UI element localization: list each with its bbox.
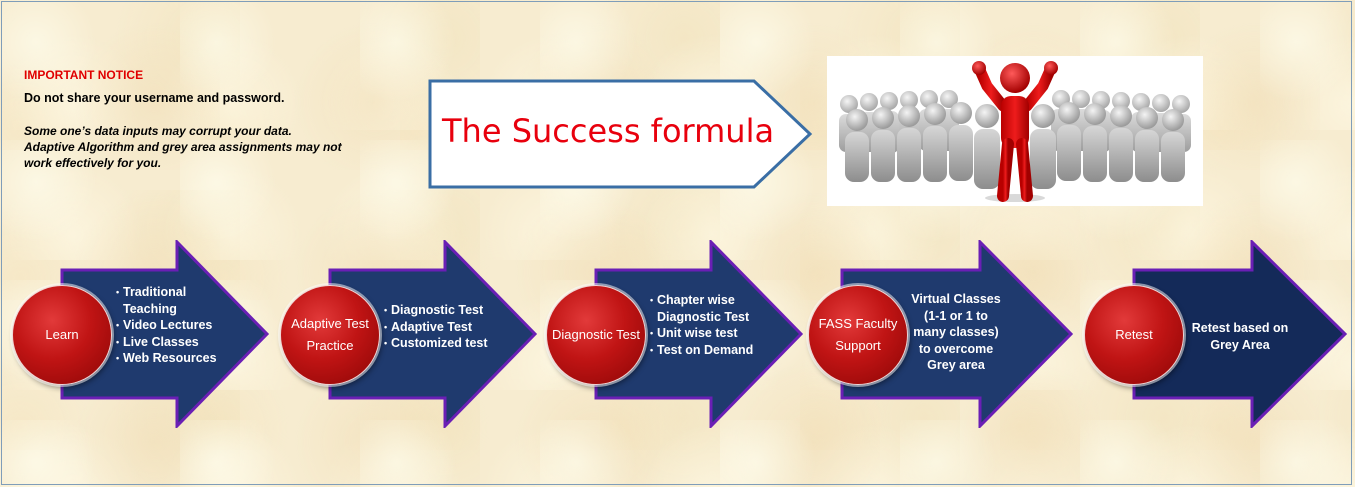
step-circle-learn: Learn — [12, 285, 112, 385]
step-diagnostic-test — [546, 240, 804, 428]
bullet-item: • Live Classes — [116, 334, 226, 351]
success-formula-banner — [428, 78, 814, 190]
bullet-item: • Unit wise test — [650, 325, 760, 342]
step-adaptive-test-practice — [280, 240, 538, 428]
success-formula-title: The Success formula — [442, 112, 775, 150]
bullet-item: • Chapter wise Diagnostic Test — [650, 292, 760, 325]
bullet-item: • Traditional Teaching — [116, 284, 226, 317]
bullet-item: • Video Lectures — [116, 317, 226, 334]
notice-title: IMPORTANT NOTICE — [24, 68, 144, 82]
important-notice — [24, 68, 394, 171]
bullet-item: • Web Resources — [116, 350, 226, 367]
step-circle-diagnostic: Diagnostic Test — [546, 285, 646, 385]
step-circle-retest: Retest — [1084, 285, 1184, 385]
step-learn — [12, 240, 270, 428]
notice-credentials-warning: Do not share your username and password. — [24, 91, 285, 105]
step-retest — [1084, 240, 1348, 428]
bullet-item: • Adaptive Test — [384, 319, 494, 336]
hero-illustration — [827, 56, 1203, 206]
step-bullets — [650, 292, 760, 358]
bullet-item: • Customized test — [384, 335, 494, 352]
step-bullets — [116, 284, 226, 367]
step-bullets — [384, 302, 494, 352]
step-description: Virtual Classes (1-1 or 1 to many classes) to overcome Grey area — [911, 292, 1001, 372]
step-circle-adaptive: Adaptive Test Practice — [280, 285, 380, 385]
notice-data-warning: Some one’s data inputs may corrupt your data. Adaptive Algorithm and grey area assignments may not work effectively for you. — [24, 124, 342, 170]
step-fass-faculty-support — [808, 240, 1074, 428]
step-description: Retest based on Grey Area — [1191, 321, 1289, 352]
step-circle-fass: FASS Faculty Support — [808, 285, 908, 385]
bullet-item: • Test on Demand — [650, 342, 760, 359]
bullet-item: • Diagnostic Test — [384, 302, 494, 319]
leader-crowd-icon — [827, 56, 1203, 206]
